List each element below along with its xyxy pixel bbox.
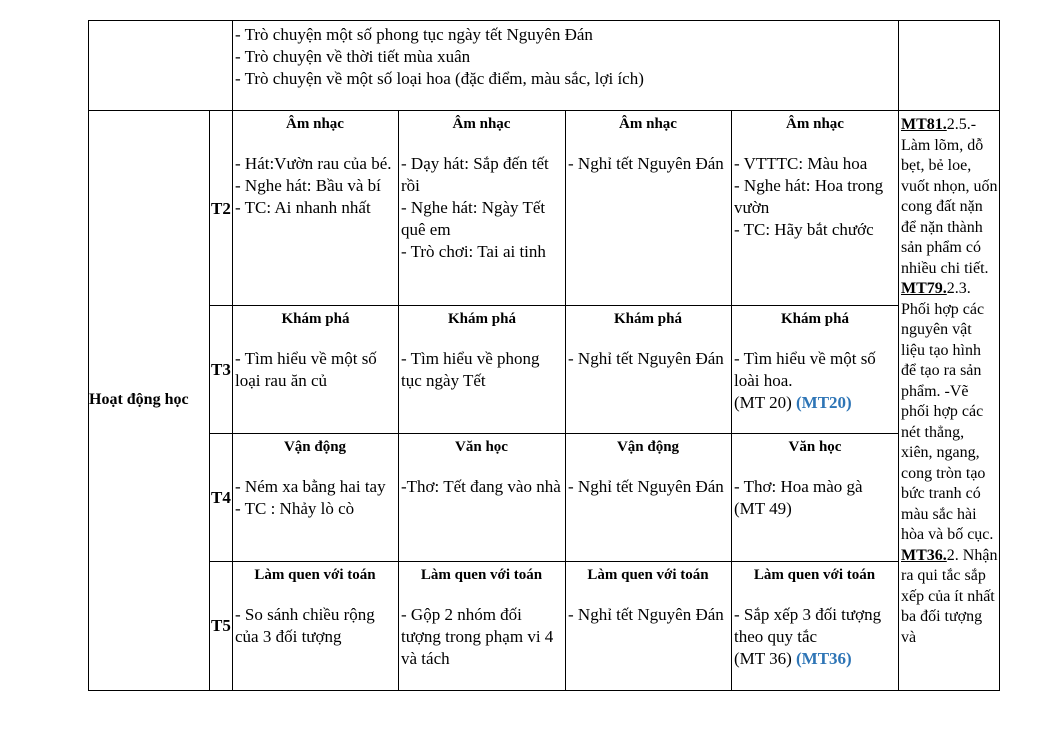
day-label-cell-t3 xyxy=(209,305,233,434)
activity-cell-t4-4 xyxy=(731,433,899,562)
activity-cell-t5-1 xyxy=(232,561,399,691)
activity-title: Khám phá xyxy=(614,311,682,327)
activity-cell-t3-2 xyxy=(398,305,566,434)
objective-code-highlight: (MT36) xyxy=(796,649,852,668)
activity-text: - Hát:Vườn rau của bé. - Nghe hát: Bầu và bí - TC: Ai nhanh nhất xyxy=(235,154,392,217)
activity-title: Âm nhạc xyxy=(619,116,677,132)
section-label-cell xyxy=(88,110,210,691)
activity-cell-t2-3 xyxy=(565,110,732,306)
objective-text: 2.3. Phối hợp các nguyên vật liệu tạo hình để tạo ra sản phẩm. -Vẽ phối hợp các nét thẳng, xiên, ngang, cong tròn tạo bức tranh có màu sắc hài hòa và bố cục. xyxy=(901,280,994,543)
day-label-cell-t4 xyxy=(209,433,233,562)
activity-title: Vận động xyxy=(283,439,347,455)
activity-text: - Ném xa bằng hai tay - TC : Nhảy lò cò xyxy=(235,477,386,518)
activity-cell-t2-1 xyxy=(232,110,399,306)
activity-text xyxy=(734,348,896,414)
activity-title: Vận động xyxy=(616,439,680,455)
day-label-t3: T3 xyxy=(211,360,231,379)
activity-cell-t5-3 xyxy=(565,561,732,691)
activity-text: - Tìm hiểu về một số loại rau ăn củ xyxy=(235,349,382,390)
activity-text: - Thơ: Hoa mào gà (MT 49) xyxy=(734,477,863,518)
activity-cell-t2-4 xyxy=(731,110,899,306)
activity-text: - VTTTC: Màu hoa - Nghe hát: Hoa trong vườn - TC: Hãy bắt chước xyxy=(734,154,884,239)
day-label-t2: T2 xyxy=(211,199,231,218)
objective-text: 2. Nhận ra qui tắc sắp xếp của ít nhất ba đối tượng và xyxy=(901,546,998,646)
activity-title: Làm quen với toán xyxy=(420,567,543,583)
objective-code: MT79. xyxy=(901,280,947,297)
objective-code-highlight: (MT20) xyxy=(796,393,852,412)
activity-text: - Nghỉ tết Nguyên Đán xyxy=(568,477,724,496)
activity-title: Làm quen với toán xyxy=(587,567,709,583)
objective-text: 2.5.- Làm lõm, dỗ bẹt, bẻ loe, vuốt nhọn, uốn cong đất nặn để nặn thành sản phẩm có nhiều chi tiết. xyxy=(901,116,998,277)
objective-entry xyxy=(901,279,998,546)
activity-text: - Nghỉ tết Nguyên Đán xyxy=(568,349,724,368)
top-row-line-1: - Trò chuyện một số phong tục ngày tết Nguyên Đán xyxy=(235,25,593,44)
objectives-cell xyxy=(898,110,1000,691)
activity-text-main: - Sắp xếp 3 đối tượng theo quy tắc (MT 36) xyxy=(734,605,882,668)
activity-cell-t3-3 xyxy=(565,305,732,434)
top-row-content-cell xyxy=(232,20,899,111)
activity-title: Làm quen với toán xyxy=(254,567,376,583)
activity-title: Làm quen với toán xyxy=(753,567,876,583)
section-label: Hoạt động học xyxy=(89,391,189,408)
activity-title: Khám phá xyxy=(781,311,849,327)
objective-entry xyxy=(901,115,998,279)
activity-cell-t2-2 xyxy=(398,110,566,306)
activity-cell-t5-2 xyxy=(398,561,566,691)
activity-title: Văn học xyxy=(788,439,842,455)
activity-text: - Tìm hiểu về phong tục ngày Tết xyxy=(401,349,544,390)
activity-text: - Nghỉ tết Nguyên Đán xyxy=(568,154,724,173)
activity-text-main: - Tìm hiểu về một số loài hoa. (MT 20) xyxy=(734,349,876,412)
objective-entry xyxy=(901,546,998,649)
top-row-line-3: - Trò chuyện về một số loại hoa (đặc điểm, màu sắc, lợi ích) xyxy=(235,69,644,88)
activity-text: - Nghỉ tết Nguyên Đán xyxy=(568,605,724,624)
activity-title: Âm nhạc xyxy=(452,116,511,132)
activity-text: - Gộp 2 nhóm đối tượng trong phạm vi 4 và tách xyxy=(401,605,558,668)
activity-cell-t4-2 xyxy=(398,433,566,562)
activity-title: Khám phá xyxy=(448,311,516,327)
activity-title: Văn học xyxy=(455,439,508,455)
activity-text: -Thơ: Tết đang vào nhà xyxy=(401,477,561,496)
activity-text: - Dạy hát: Sắp đến tết rồi - Nghe hát: Ngày Tết quê em - Trò chơi: Tai ai tinh xyxy=(401,154,549,261)
top-row-label-cell xyxy=(88,20,233,111)
activity-title: Âm nhạc xyxy=(786,116,844,132)
day-label-t5: T5 xyxy=(211,616,231,635)
activity-cell-t3-4 xyxy=(731,305,899,434)
activity-text: - So sánh chiều rộng của 3 đối tượng xyxy=(235,605,380,646)
activity-cell-t4-1 xyxy=(232,433,399,562)
activity-text xyxy=(734,604,895,670)
day-label-t4: T4 xyxy=(211,488,231,507)
activity-title: Khám phá xyxy=(281,311,350,327)
day-label-cell-t5 xyxy=(209,561,233,691)
activity-title: Âm nhạc xyxy=(286,116,344,132)
objective-code: MT36. xyxy=(901,546,947,564)
objective-code: MT81. xyxy=(901,116,947,133)
activity-cell-t5-4 xyxy=(731,561,899,691)
top-row-side-cell xyxy=(898,20,1000,111)
top-row-line-2: - Trò chuyện về thời tiết mùa xuân xyxy=(235,47,471,66)
activity-cell-t4-3 xyxy=(565,433,732,562)
activity-cell-t3-1 xyxy=(232,305,399,434)
day-label-cell-t2 xyxy=(209,110,233,306)
